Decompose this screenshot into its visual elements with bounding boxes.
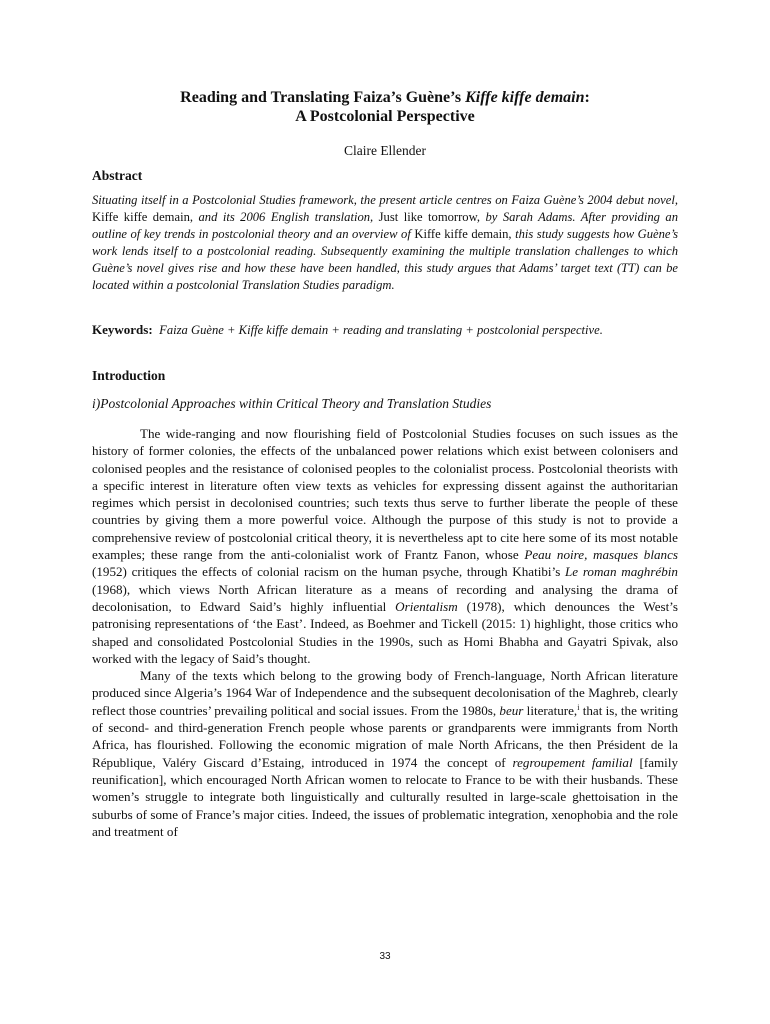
text-run: (1952) critiques the effects of colonial racism on the human psyche, through Khatibi’s — [92, 564, 566, 580]
abstract-segment: this study suggests how Guène’s work lends itself to a postcolonial reading. Subsequently examining the multiple translation challenges to which Guène’s novel gives rise and how these have been handled, this study argues that Adams’ target text (TT) can be located within a postcolonial Translation Studies paradigm. — [92, 227, 678, 293]
endnote-marker[interactable]: i — [577, 702, 580, 712]
abstract-heading: Abstract — [92, 168, 143, 183]
title-line2-text: A Postcolonial Perspective — [295, 108, 475, 125]
abstract-title-upright: Kiffe kiffe demain, — [92, 210, 194, 225]
abstract-text — [92, 192, 678, 295]
italic-term: regroupement familial — [512, 754, 633, 770]
paragraph-1 — [92, 425, 678, 667]
abstract-segment: by Sarah Adams. After providing an outline of key trends in postcolonial theory and an overview of — [92, 210, 678, 242]
text-run: Many of the texts which belong to the growing body of French-language, North African literature produced since Algeria’s 1964 War of Independence and the subsequent decolonisation of the Maghreb, clearly reflect those countries’ prevailing political and social issues. From the 1980s, — [92, 668, 678, 718]
text-run: literature, — [523, 702, 578, 718]
title-italic-work: Kiffe kiffe demain — [465, 89, 585, 106]
title-line1-text: Reading and Translating Faiza’s Guène’s — [180, 89, 466, 106]
keywords-line — [92, 322, 692, 338]
italic-term: beur — [499, 702, 524, 718]
introduction-heading: Introduction — [92, 368, 166, 383]
italic-work-title: Le roman maghrébin — [565, 564, 678, 580]
paragraph-2 — [92, 667, 678, 840]
title-colon: : — [584, 89, 590, 106]
text-run: [family reunification], which encouraged North African women to relocate to France to be with their husbands. These women’s struggle to integrate both linguistically and culturally resulted in large-scale ghettoisation in the suburbs of some of France’s major cities. Indeed, the issues of problematic integration, xenophobia and the role and treatment of — [92, 754, 679, 839]
abstract-title-upright: Just like tomorrow, — [378, 210, 481, 225]
abstract-segment: and its 2006 English translation, — [193, 210, 379, 225]
italic-work-title: Peau noire, masques blancs — [524, 547, 678, 563]
article-title — [92, 88, 678, 126]
section-heading: i)Postcolonial Approaches within Critical Theory and Translation Studies — [92, 396, 492, 411]
text-run: that is, the writing of second- and third-generation French people whose parents or grandparents were immigrants from North Africa, has flourished. Following the economic migration of male North Africans, the then Président de la République, Valéry Giscard d’Estaing, introduced in 1974 the concept of — [92, 702, 679, 770]
keywords-list: Faiza Guène + Kiffe kiffe demain + reading and translating + postcolonial perspective. — [159, 323, 603, 337]
abstract-title-upright: Kiffe kiffe demain, — [414, 227, 512, 242]
abstract-segment: Situating itself in a Postcolonial Studies framework, the present article centres on Faiza Guène’s 2004 debut novel, — [92, 193, 678, 207]
italic-work-title: Orientalism — [395, 598, 458, 614]
page-number: 33 — [379, 951, 391, 962]
body-text — [92, 425, 678, 840]
text-run: (1968), which views North African literature as a means of recording and analysing the drama of decolonisation, to Edward Said’s highly influential — [92, 581, 678, 614]
keywords-label: Keywords: — [92, 322, 153, 337]
text-run: (1978), which denounces the West’s patronising representations of ‘the East’. Indeed, as Boehmer and Tickell (2015: 1) highlight, those critics who shaped and consolidated Postcolonial Studies in the 1990s, such as Homi Bhabha and Gayatri Spivak, also worked with the legacy of Said’s thought. — [92, 598, 678, 666]
text-run: The wide-ranging and now flourishing field of Postcolonial Studies focuses on such issues as the history of former colonies, the effects of the unbalanced power relations which exist between colonisers and colonised peoples and the resistance of colonised peoples to the colonialist process. Postcolonial theorists with a specific interest in literature often view texts as vehicles for expressing dissent against the authoritarian regimes which persist in decolonised countries; such texts thus serve to further liberate the people of these countries by giving them a more powerful voice. Although the purpose of this study is not to provide a comprehensive review of postcolonial critical theory, it is nevertheless apt to cite here some of its most notable examples; these range from the anti-colonialist work of Frantz Fanon, whose — [92, 426, 678, 563]
author-name: Claire Ellender — [343, 143, 427, 158]
